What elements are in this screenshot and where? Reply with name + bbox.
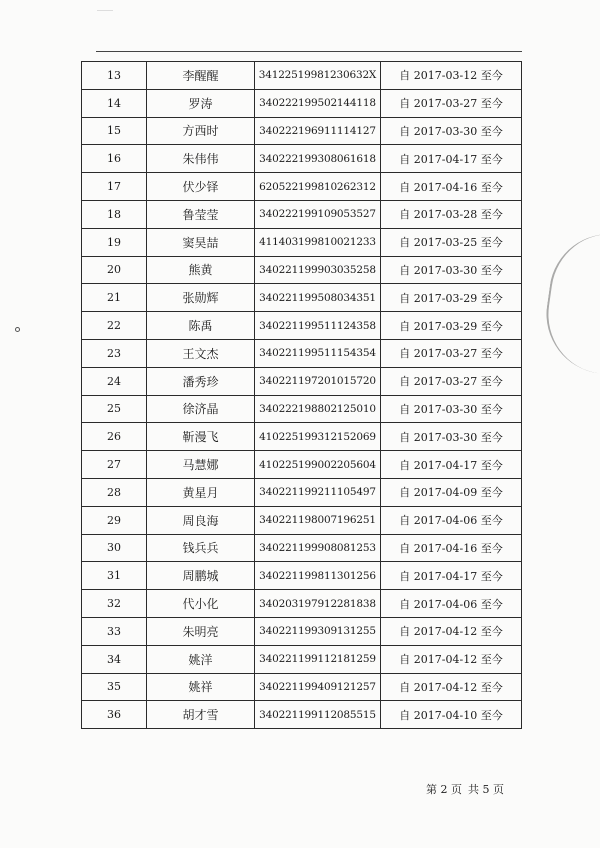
employment-period-cell: 自 2017-03-27 至今 <box>381 339 522 367</box>
row-number-cell: 17 <box>82 173 147 201</box>
table-row <box>82 89 522 117</box>
row-number-cell: 35 <box>82 673 147 701</box>
table-row <box>82 62 522 90</box>
table-row <box>82 423 522 451</box>
id-number-cell: 340221199112085515 <box>255 701 381 729</box>
table-row <box>82 339 522 367</box>
name-cell: 陈禹 <box>147 312 255 340</box>
table-row <box>82 228 522 256</box>
page-footer <box>426 781 510 797</box>
employment-period-cell: 自 2017-03-29 至今 <box>381 312 522 340</box>
row-number-cell: 32 <box>82 590 147 618</box>
name-cell: 黄星月 <box>147 478 255 506</box>
table-row <box>82 701 522 729</box>
row-number-cell: 36 <box>82 701 147 729</box>
name-cell: 张勋辉 <box>147 284 255 312</box>
row-number-cell: 29 <box>82 506 147 534</box>
table-row <box>82 562 522 590</box>
name-cell: 周鹏城 <box>147 562 255 590</box>
name-cell: 伏少铎 <box>147 173 255 201</box>
id-number-cell: 340222199502144118 <box>255 89 381 117</box>
employment-period-cell: 自 2017-03-30 至今 <box>381 256 522 284</box>
row-number-cell: 34 <box>82 645 147 673</box>
employment-period-cell: 自 2017-04-12 至今 <box>381 673 522 701</box>
name-cell: 胡才雪 <box>147 701 255 729</box>
id-number-cell: 410225199312152069 <box>255 423 381 451</box>
seal-stamp <box>539 226 600 377</box>
row-number-cell: 31 <box>82 562 147 590</box>
row-number-cell: 19 <box>82 228 147 256</box>
id-number-cell: 340221199511154354 <box>255 339 381 367</box>
employment-period-cell: 自 2017-04-09 至今 <box>381 478 522 506</box>
employment-period-cell: 自 2017-04-10 至今 <box>381 701 522 729</box>
row-number-cell: 13 <box>82 62 147 90</box>
row-number-cell: 14 <box>82 89 147 117</box>
row-number-cell: 24 <box>82 367 147 395</box>
id-number-cell: 340221199112181259 <box>255 645 381 673</box>
employment-period-cell: 自 2017-03-30 至今 <box>381 395 522 423</box>
personnel-table <box>81 61 522 729</box>
row-number-cell: 16 <box>82 145 147 173</box>
table-row <box>82 645 522 673</box>
name-cell: 罗涛 <box>147 89 255 117</box>
name-cell: 马慧娜 <box>147 451 255 479</box>
name-cell: 潘秀珍 <box>147 367 255 395</box>
id-number-cell: 340221199908081253 <box>255 534 381 562</box>
row-number-cell: 26 <box>82 423 147 451</box>
header-rule <box>96 51 522 52</box>
table-row <box>82 256 522 284</box>
table-row <box>82 478 522 506</box>
employment-period-cell: 自 2017-03-28 至今 <box>381 200 522 228</box>
employment-period-cell: 自 2017-04-17 至今 <box>381 562 522 590</box>
table-row <box>82 145 522 173</box>
page-number: 第 2 页 <box>426 783 462 796</box>
table-row <box>82 200 522 228</box>
employment-period-cell: 自 2017-03-30 至今 <box>381 117 522 145</box>
employment-period-cell: 自 2017-03-30 至今 <box>381 423 522 451</box>
table-row <box>82 367 522 395</box>
id-number-cell: 620522199810262312 <box>255 173 381 201</box>
employment-period-cell: 自 2017-04-16 至今 <box>381 173 522 201</box>
id-number-cell: 410225199002205604 <box>255 451 381 479</box>
row-number-cell: 18 <box>82 200 147 228</box>
page-total: 共 5 页 <box>468 783 504 796</box>
name-cell: 姚祥 <box>147 673 255 701</box>
id-number-cell: 340221199409121257 <box>255 673 381 701</box>
id-number-cell: 340222198802125010 <box>255 395 381 423</box>
table-row <box>82 590 522 618</box>
name-cell: 方西时 <box>147 117 255 145</box>
id-number-cell: 411403199810021233 <box>255 228 381 256</box>
id-number-cell: 340203197912281838 <box>255 590 381 618</box>
row-number-cell: 20 <box>82 256 147 284</box>
employment-period-cell: 自 2017-04-06 至今 <box>381 506 522 534</box>
id-number-cell: 340221197201015720 <box>255 367 381 395</box>
id-number-cell: 340222199109053527 <box>255 200 381 228</box>
employment-period-cell: 自 2017-04-12 至今 <box>381 617 522 645</box>
row-number-cell: 15 <box>82 117 147 145</box>
table-row <box>82 673 522 701</box>
name-cell: 窦昊喆 <box>147 228 255 256</box>
name-cell: 代小化 <box>147 590 255 618</box>
table-row <box>82 506 522 534</box>
table-row <box>82 395 522 423</box>
name-cell: 姚洋 <box>147 645 255 673</box>
table-row <box>82 534 522 562</box>
table-row <box>82 173 522 201</box>
table-row <box>82 617 522 645</box>
name-cell: 徐济晶 <box>147 395 255 423</box>
name-cell: 靳漫飞 <box>147 423 255 451</box>
employment-period-cell: 自 2017-04-16 至今 <box>381 534 522 562</box>
table-row <box>82 312 522 340</box>
employment-period-cell: 自 2017-03-27 至今 <box>381 367 522 395</box>
row-number-cell: 21 <box>82 284 147 312</box>
id-number-cell: 340221199309131255 <box>255 617 381 645</box>
name-cell: 朱明亮 <box>147 617 255 645</box>
id-number-cell: 340222199308061618 <box>255 145 381 173</box>
employment-period-cell: 自 2017-04-06 至今 <box>381 590 522 618</box>
employment-period-cell: 自 2017-03-29 至今 <box>381 284 522 312</box>
employment-period-cell: 自 2017-03-25 至今 <box>381 228 522 256</box>
table-row <box>82 451 522 479</box>
id-number-cell: 340221199508034351 <box>255 284 381 312</box>
row-number-cell: 27 <box>82 451 147 479</box>
id-number-cell: 340221199511124358 <box>255 312 381 340</box>
id-number-cell: 340221199211105497 <box>255 478 381 506</box>
row-number-cell: 25 <box>82 395 147 423</box>
table-row <box>82 117 522 145</box>
row-number-cell: 33 <box>82 617 147 645</box>
row-number-cell: 30 <box>82 534 147 562</box>
employment-period-cell: 自 2017-04-17 至今 <box>381 451 522 479</box>
name-cell: 鲁莹莹 <box>147 200 255 228</box>
name-cell: 朱伟伟 <box>147 145 255 173</box>
table-row <box>82 284 522 312</box>
employment-period-cell: 自 2017-04-12 至今 <box>381 645 522 673</box>
employment-period-cell: 自 2017-04-17 至今 <box>381 145 522 173</box>
row-number-cell: 22 <box>82 312 147 340</box>
row-number-cell: 28 <box>82 478 147 506</box>
employment-period-cell: 自 2017-03-27 至今 <box>381 89 522 117</box>
scan-mark <box>97 10 113 11</box>
personnel-table-body <box>82 62 522 729</box>
name-cell: 李醒醒 <box>147 62 255 90</box>
id-number-cell: 340221199811301256 <box>255 562 381 590</box>
id-number-cell: 340221198007196251 <box>255 506 381 534</box>
employment-period-cell: 自 2017-03-12 至今 <box>381 62 522 90</box>
id-number-cell: 34122519981230632X <box>255 62 381 90</box>
id-number-cell: 340222196911114127 <box>255 117 381 145</box>
binding-hole-mark <box>15 327 20 332</box>
row-number-cell: 23 <box>82 339 147 367</box>
name-cell: 周良海 <box>147 506 255 534</box>
name-cell: 钱兵兵 <box>147 534 255 562</box>
name-cell: 王文杰 <box>147 339 255 367</box>
name-cell: 熊黄 <box>147 256 255 284</box>
id-number-cell: 340221199903035258 <box>255 256 381 284</box>
